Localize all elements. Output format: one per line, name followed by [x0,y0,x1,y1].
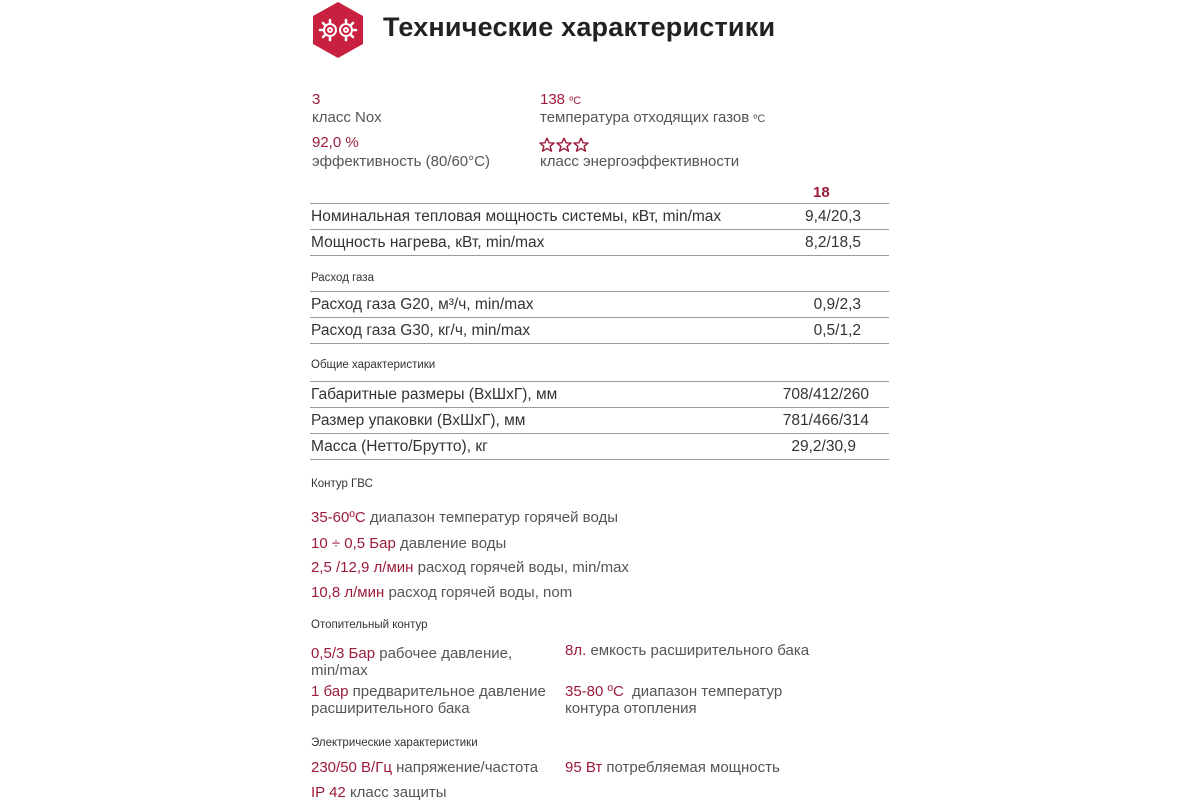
model-column-header: 18 [813,184,830,201]
row-value: 0,5/1,2 [813,322,861,339]
page-title: Технические характеристики [383,12,776,42]
row-value: 0,9/2,3 [813,296,861,313]
nox-value: 3 [312,91,321,108]
flue-gas-temp [540,91,581,108]
heating-range-text: диапазон температур [632,683,783,700]
table-row [310,382,889,408]
efficiency-value: 92,0 % [312,134,359,151]
star-outline-icon [539,137,555,153]
row-label: Расход газа G20, м³/ч, min/max [311,296,534,313]
general-table [310,381,889,460]
heating-pressure [311,645,512,662]
electric-ip-text: класс защиты [349,784,447,801]
dhw-section-heading: Контур ГВС [311,478,373,490]
row-value: 29,2/30,9 [791,438,856,455]
dhw-item-key: 2,5 /12,9 л/мин [311,559,414,576]
star-outline-icon [556,137,572,153]
row-value: 781/466/314 [782,412,869,429]
energy-class-label: класс энергоэффективности [540,153,740,170]
electric-power [565,759,780,776]
electric-ip [311,784,447,801]
dhw-item-key: 35-60ºС [311,509,366,526]
nox-label: класс Nox [312,109,382,126]
flue-gas-label-text: температура отходящих газов [540,109,750,126]
row-label: Мощность нагрева, кВт, min/max [311,234,545,251]
flue-gas-label [540,109,765,126]
flue-gas-label-unit: ºС [753,113,766,125]
row-value: 708/412/260 [782,386,869,403]
heating-tank [565,642,809,659]
heating-tank-key: 8л. [565,642,587,659]
heating-section-heading: Отопительный контур [311,619,428,631]
heating-range-key: 35-80 ºС [565,683,624,700]
gas-table [310,291,889,344]
dhw-item-text: расход горячей воды, min/max [417,559,629,576]
dhw-item [311,509,618,526]
dhw-item-key: 10,8 л/мин [311,584,385,601]
heating-pressure-key: 0,5/3 Бар [311,645,376,662]
row-label: Номинальная тепловая мощность системы, кВт, min/max [311,208,722,225]
heating-preload-text: предварительное давление [352,683,546,700]
gas-section-heading: Расход газа [311,272,374,284]
row-label: Масса (Нетто/Брутто), кг [311,438,488,455]
table-row [310,230,889,256]
electric-power-key: 95 Вт [565,759,603,776]
row-value: 9,4/20,3 [804,208,861,225]
heating-preload [311,683,546,700]
dhw-item-text: диапазон температур горячей воды [369,509,619,526]
electric-ip-key: IP 42 [311,784,346,801]
table-row [310,204,889,230]
main-spec-table [310,203,889,256]
gears-hexagon-icon [308,0,368,60]
dhw-item-text: расход горячей воды, nom [388,584,573,601]
table-row [310,318,889,344]
dhw-item [311,535,506,552]
electric-power-text: потребляемая мощность [606,759,780,776]
heating-pressure-text-2: min/max [311,662,368,679]
table-row [310,408,889,434]
electric-voltage-text: напряжение/частота [396,759,539,776]
heating-range [565,683,782,700]
electric-voltage-key: 230/50 В/Гц [311,759,392,776]
electric-voltage [311,759,538,776]
row-value: 8,2/18,5 [804,234,861,251]
heating-pressure-text: рабочее давление, [379,645,513,662]
dhw-item-key: 10 ÷ 0,5 Бар [311,535,396,552]
flue-gas-unit: ºС [569,95,582,107]
electric-section-heading: Электрические характеристики [311,737,478,749]
heating-preload-text-2: расширительного бака [311,700,470,717]
heating-range-text-2: контура отопления [565,700,697,717]
dhw-item [311,584,572,601]
table-row [310,434,889,460]
star-outline-icon [573,137,589,153]
row-label: Размер упаковки (ВхШхГ), мм [311,412,526,429]
general-section-heading: Общие характеристики [311,359,436,371]
efficiency-label: эффективность (80/60°С) [312,153,490,170]
heating-preload-key: 1 бар [311,683,349,700]
heating-tank-text: емкость расширительного бака [590,642,810,659]
dhw-item-text: давление воды [399,535,507,552]
table-row [310,292,889,318]
dhw-item [311,559,629,576]
row-label: Расход газа G30, кг/ч, min/max [311,322,531,339]
flue-gas-value: 138 [540,91,566,108]
row-label: Габаритные размеры (ВхШхГ), мм [311,386,558,403]
